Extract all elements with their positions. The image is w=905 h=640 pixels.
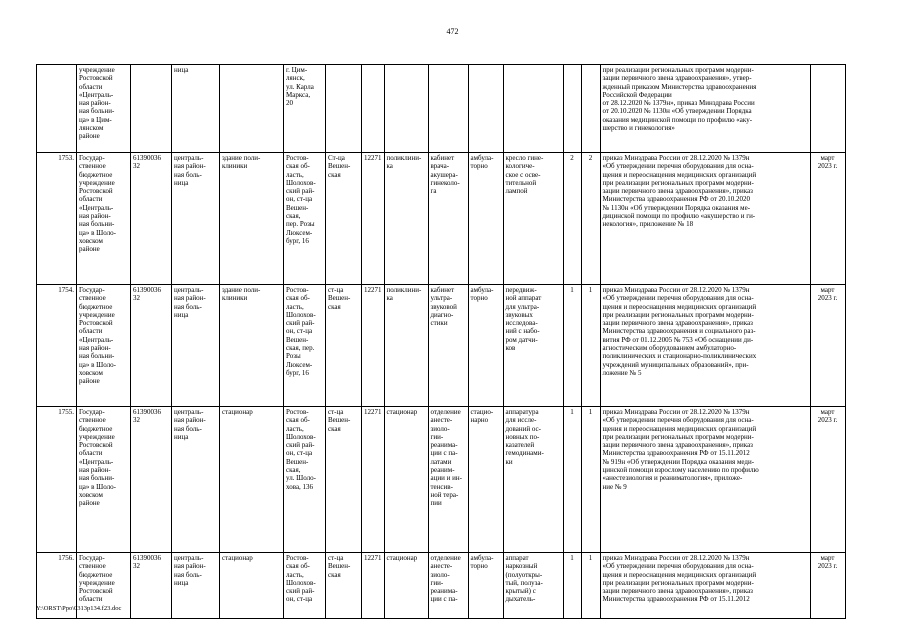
org-type-cell: централь- ная район- ная боль- ница [172,153,220,285]
equipment-cell: аппаратура для иссле- дований ос- новных по- казателей гемодинами- ки [503,407,563,553]
num-cell: 1755. [37,407,77,553]
organization-cell: Государ- ственное бюджетное учреждение Ростовской области «Централь- ная район- ная больни- ца» в Шоло- ховском районе [77,153,131,285]
code-cell: 61390036 32 [131,153,172,285]
division-cell [384,65,428,153]
care-mode-cell: стацио- нарно [468,407,503,553]
code-cell: 61390036 32 [131,407,172,553]
care-mode-cell: амбула- торно [468,153,503,285]
quantity-planned-cell: 1 [581,553,600,619]
legal-basis-cell: приказ Минздрава России от 28.12.2020 № 1379н «Об утверждении перечня оборудования для осна- щения и переоснащения медицинских организаций при реализации региональных программ модерни- зации первичного звена здравоохранения», приказ Министерства здравоохранения РФ от 15.11.2012 [600,553,810,619]
term-cell: март 2023 г. [810,153,845,285]
quantity-needed-cell: 1 [563,407,581,553]
code-cell: 61390036 32 [131,285,172,407]
locality-cell: ст-ца Вешен- ская [326,285,362,407]
equipment-table [36,64,846,619]
table-row [37,285,846,407]
care-mode-cell [468,65,503,153]
term-cell: март 2023 г. [810,553,845,619]
building-cell: стационар [220,553,284,619]
locality-cell: ст-ца Вешен- ская [326,407,362,553]
division-cell: поликлини- ка [384,153,428,285]
room-cell: отделение анесте- зиоло- гии- реанима- ции с па- [428,553,468,619]
building-cell: стационар [220,407,284,553]
care-mode-cell: амбула- торно [468,553,503,619]
legal-basis-cell: приказ Минздрава России от 28.12.2020 № 1379н «Об утверждении перечня оборудования для осна- щения и переоснащения медицинских организаций при реализации региональных программ модерни- зации первичного звена здравоохранения», приказ Министерства здравоохранения РФ от 15.11.2012 № 919н «Об утверждении Порядка оказания меди- цинской помощи взрослому населению по профилю «анестезиология и реаниматология», приложе- ние № 9 [600,407,810,553]
footer-file-path: Y:\ORST\Ppo\0313p134.f23.doc [36,605,122,612]
division-cell: стационар [384,553,428,619]
code-cell [131,65,172,153]
table-row [37,65,846,153]
locality-cell [326,65,362,153]
term-cell [810,65,845,153]
org-type-cell: ница [172,65,220,153]
term-cell: март 2023 г. [810,407,845,553]
locality-cell: Ст-ца Вешен- ская [326,153,362,285]
building-cell: здание поли- клиники [220,153,284,285]
quantity-needed-cell: 1 [563,285,581,407]
building-cell [220,65,284,153]
address-cell: Ростов- ская об- ласть, Шолохов- ский рай- он, ст-ца Вешен- ская, пер. Розы Люксем- бург, 16 [284,153,326,285]
room-cell: кабинет ультра- звуковой диагно- стики [428,285,468,407]
num-cell [37,65,77,153]
num-cell: 1753. [37,153,77,285]
table-row [37,407,846,553]
equipment-cell: кресло гине- кологиче- ское с осве- тительной лампой [503,153,563,285]
okato-cell: 12271 [362,285,385,407]
num-cell: 1754. [37,285,77,407]
quantity-planned-cell: 2 [581,153,600,285]
okato-cell [362,65,385,153]
division-cell: поликлини- ка [384,285,428,407]
quantity-needed-cell: 2 [563,153,581,285]
num-cell: 1756. [37,553,77,619]
code-cell: 61390036 32 [131,553,172,619]
legal-basis-cell: при реализации региональных программ модерни- зации первичного звена здравоохранения», утвер- жденный приказом Министерства здравоохранения Российской Федерации от 28.12.2020 № 1379н», приказ Минздрава России от 20.10.2020 № 1130н «Об утверждении Порядка оказания медицинской помощи по профилю «аку- шерство и гинекология» [600,65,810,153]
building-cell: здание поли- клиники [220,285,284,407]
table-row [37,553,846,619]
quantity-planned-cell: 1 [581,407,600,553]
address-cell: г. Цим- лянск, ул. Карла Маркса, 20 [284,65,326,153]
equipment-cell: передвиж- ной аппарат для ультра- звуковых исследова- ний с набо- ром датчи- ков [503,285,563,407]
table-row [37,153,846,285]
okato-cell: 12271 [362,553,385,619]
quantity-planned-cell: 1 [581,285,600,407]
room-cell: кабинет врача- акушера- гинеколо- га [428,153,468,285]
room-cell: отделение анесте- зиоло- гии- реанима- ции с па- латами реаним- ации и ин- тенсив- ной тера- пии [428,407,468,553]
legal-basis-cell: приказ Минздрава России от 28.12.2020 № 1379н «Об утверждении перечня оборудования для осна- щения и переоснащения медицинских организаций при реализации региональных программ модерни- зации первичного звена здравоохранения», приказ Министерства здравоохранения РФ от 20.10.2020 № 1130н «Об утверждении Порядка оказания ме- дицинской помощи по профилю «акушерство и ги- некология», приложение № 18 [600,153,810,285]
org-type-cell: централь- ная район- ная боль- ница [172,553,220,619]
org-type-cell: централь- ная район- ная боль- ница [172,407,220,553]
equipment-cell: аппарат наркозный (полуоткры- тый, полуза- крытый) с дыхатель- [503,553,563,619]
organization-cell: Государ- ственное бюджетное учреждение Ростовской области «Централь- ная район- ная больни- ца» в Шоло- ховском районе [77,407,131,553]
organization-cell: Государ- ственное бюджетное учреждение Ростовской области [77,553,131,619]
org-type-cell: централь- ная район- ная боль- ница [172,285,220,407]
quantity-needed-cell: 1 [563,553,581,619]
room-cell [428,65,468,153]
legal-basis-cell: приказ Минздрава России от 28.12.2020 № 1379н «Об утверждении перечня оборудования для осна- щения и переоснащения медицинских организаций при реализации региональных программ модерни- зации первичного звена здравоохранения», приказ Министерства здравоохранения и социального раз- вития РФ от 01.12.2005 № 753 «Об оснащении ди- агностическим оборудованием амбулаторно- поликлинических и стационарно-поликлинических учреждений муниципальных образований», при- ложение № 5 [600,285,810,407]
quantity-planned-cell [581,65,600,153]
division-cell: стационар [384,407,428,553]
page-number: 472 [446,27,459,36]
equipment-cell [503,65,563,153]
organization-cell: учреждение Ростовской области «Централь- ная район- ная больни- ца» в Цим- лянском районе [77,65,131,153]
okato-cell: 12271 [362,153,385,285]
term-cell: март 2023 г. [810,285,845,407]
address-cell: Ростов- ская об- ласть, Шолохов- ский рай- он, ст-ца Вешен- ская, пер. Розы Люксем- бург, 16 [284,285,326,407]
quantity-needed-cell [563,65,581,153]
care-mode-cell: амбула- торно [468,285,503,407]
okato-cell: 12271 [362,407,385,553]
address-cell: Ростов- ская об- ласть, Шолохов- ский рай- он, ст-ца [284,553,326,619]
locality-cell: ст-ца Вешен- ская [326,553,362,619]
address-cell: Ростов- ская об- ласть, Шолохов- ский рай- он, ст-ца Вешен- ская, ул. Шоло- хова, 136 [284,407,326,553]
organization-cell: Государ- ственное бюджетное учреждение Ростовской области «Централь- ная район- ная больни- ца» в Шоло- ховском районе [77,285,131,407]
